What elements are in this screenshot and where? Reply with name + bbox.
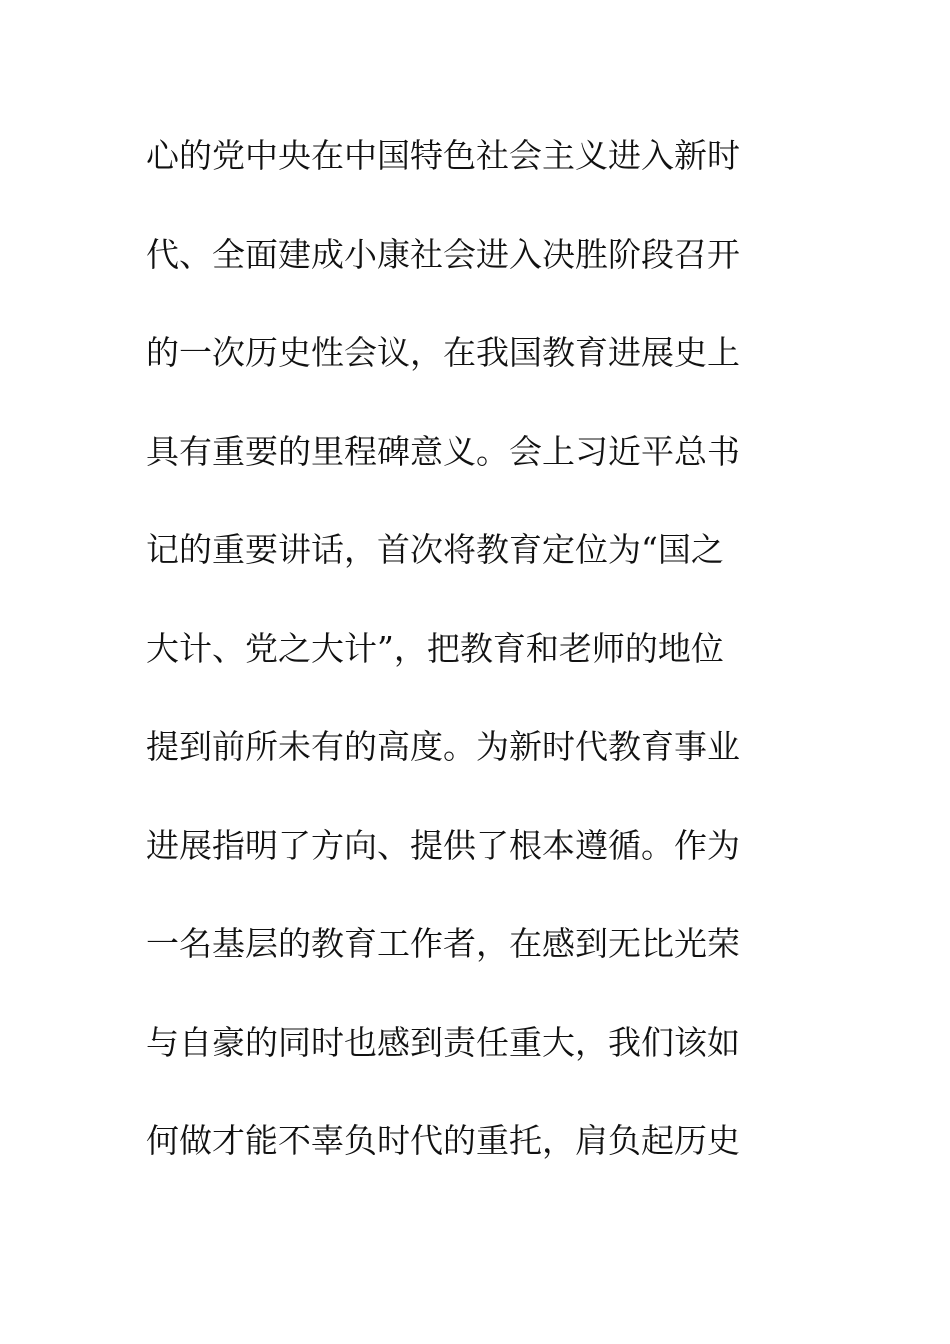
text-line: 大计、党之大计”，把教育和老师的地位 — [146, 628, 724, 668]
body-text — [146, 126, 786, 1210]
text-line: 一名基层的教育工作者，在感到无比光荣 — [146, 924, 740, 963]
text-line: 进展指明了方向、提供了根本遵循。作为 — [146, 825, 740, 865]
text-line: 记的重要讲话，首次将教育定位为“国之 — [146, 530, 724, 569]
text-line: 的一次历史性会议，在我国教育进展史上 — [146, 333, 740, 372]
text-line: 代、全面建成小康社会进入决胜阶段召开 — [146, 234, 740, 274]
text-line: 心的党中央在中国特色社会主义进入新时 — [146, 136, 740, 175]
text-line: 提到前所未有的高度。为新时代教育事业 — [146, 727, 740, 766]
text-line: 具有重要的里程碑意义。会上习近平总书 — [146, 431, 740, 471]
text-line: 何做才能不辜负时代的重托，肩负起历史 — [146, 1121, 740, 1160]
text-line: 与自豪的同时也感到责任重大，我们该如 — [146, 1022, 740, 1062]
